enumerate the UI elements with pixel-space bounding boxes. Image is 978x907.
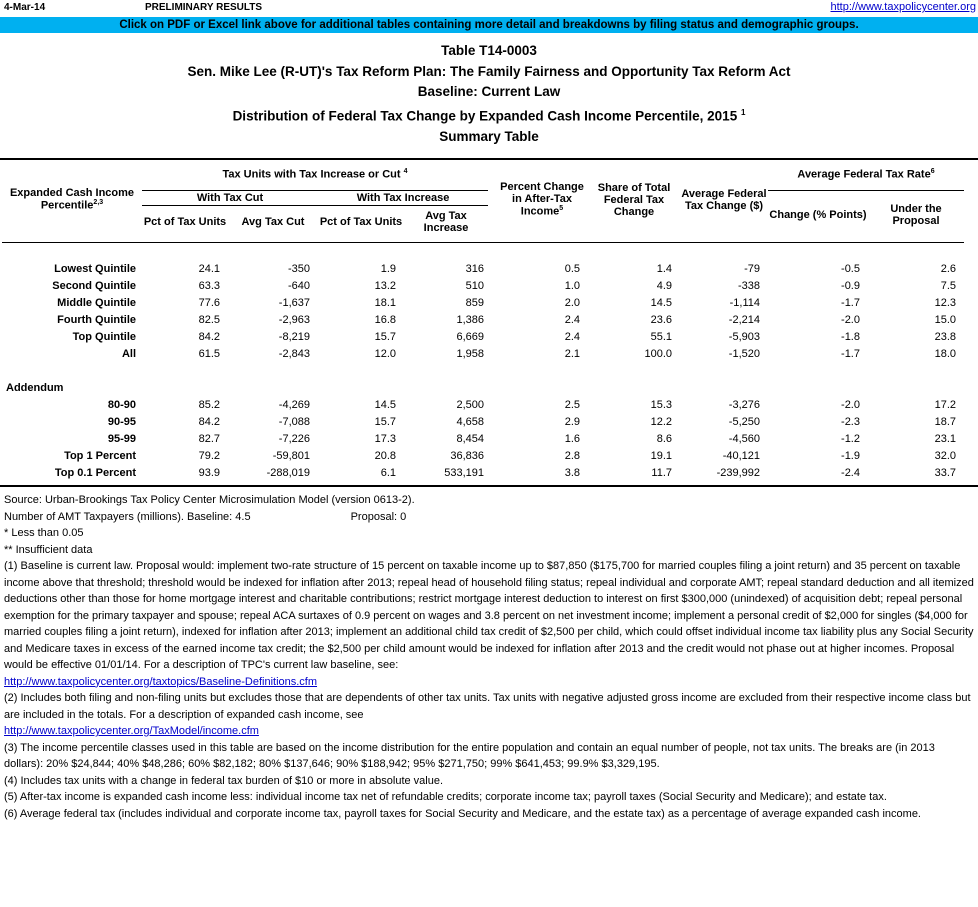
table-cell: -2,843: [278, 347, 310, 360]
table-cell: 859: [465, 296, 484, 309]
with-cut-header: With Tax Cut: [142, 190, 318, 205]
distribution-table: [2, 160, 964, 481]
avg-rate-header: Average Federal Tax Rate$^6$: [768, 160, 964, 190]
table-cell: 36,836: [450, 449, 484, 462]
table-cell: 100.0: [644, 347, 672, 360]
table-cell: -40,121: [722, 449, 760, 462]
table-cell: 6,669: [456, 330, 484, 343]
table-cell: 18.0: [934, 347, 957, 360]
report-date: 4-Mar-14: [4, 2, 46, 13]
table-row: [2, 277, 964, 294]
top-bar: [0, 0, 978, 17]
table-cell: -1.2: [841, 432, 860, 445]
table-cell: -7,088: [278, 415, 310, 428]
table-cell: 85.2: [198, 398, 220, 411]
row-label: Top 1 Percent: [64, 449, 136, 462]
table-cell: -1.9: [841, 449, 860, 462]
table-cell: 15.7: [374, 330, 396, 343]
table-cell: -1.8: [841, 330, 860, 343]
amt-note: Number of AMT Taxpayers (millions). Baseline: 4.5 Proposal: 0: [4, 510, 407, 523]
avg-cut-header: Avg Tax Cut: [241, 216, 305, 229]
table-row: [2, 345, 964, 362]
table-cell: 8.6: [656, 432, 672, 445]
table-cell: 93.9: [198, 466, 220, 479]
table-cell: -2.4: [841, 466, 860, 479]
table-row: [2, 260, 964, 277]
table-cell: 2.4: [564, 313, 580, 326]
table-cell: 23.6: [650, 313, 672, 326]
table-cell: 6.1: [380, 466, 396, 479]
table-cell: -3,276: [728, 398, 760, 411]
table-cell: 316: [465, 262, 484, 275]
table-cell: 18.1: [374, 296, 396, 309]
addendum-rows: [2, 396, 964, 481]
table-cell: 2.1: [564, 347, 580, 360]
table-cell: -59,801: [272, 449, 310, 462]
table-cell: 19.1: [650, 449, 672, 462]
row-label: Top 0.1 Percent: [54, 466, 136, 479]
row-label: 95-99: [107, 432, 136, 445]
table-cell: 23.1: [934, 432, 957, 445]
table-cell: -7,226: [278, 432, 310, 445]
table-cell: -1,114: [729, 296, 760, 309]
row-label: 90-95: [107, 415, 136, 428]
table-cell: 15.0: [934, 313, 957, 326]
table-cell: -0.9: [841, 279, 860, 292]
table-cell: 2.8: [564, 449, 580, 462]
table-row: [2, 447, 964, 464]
table-cell: 17.2: [934, 398, 957, 411]
table-cell: 12.0: [374, 347, 396, 360]
pct-units-increase-header: Pct of Tax Units: [319, 216, 403, 229]
avg-increase-header: Avg Tax Increase: [423, 210, 469, 235]
table-row: [2, 413, 964, 430]
table-cell: 15.3: [650, 398, 672, 411]
table-cell: 33.7: [934, 466, 957, 479]
table-cell: 0.5: [564, 262, 580, 275]
table-cell: 24.1: [198, 262, 220, 275]
less-than-note: * Less than 0.05: [4, 527, 84, 539]
table-cell: 84.2: [198, 415, 220, 428]
site-link[interactable]: http://www.taxpolicycenter.org: [830, 1, 976, 13]
table-cell: 2.5: [564, 398, 580, 411]
table-id: Table T14-0003: [441, 43, 537, 58]
table-cell: 17.3: [374, 432, 396, 445]
table-row: [2, 430, 964, 447]
source-note: Source: Urban-Brookings Tax Policy Center Microsimulation Model (version 0613-2).: [4, 494, 415, 506]
table-cell: 8,454: [456, 432, 484, 445]
note-5: (5) After-tax income is expanded cash income less: individual income tax net of refundable credits; corporate income tax; payroll taxes (Social Security and Medicare); and estate tax.: [4, 791, 887, 803]
table-cell: -79: [744, 262, 760, 275]
main-rows: [2, 260, 964, 362]
row-label: Top Quintile: [72, 330, 136, 343]
table-cell: 32.0: [934, 449, 957, 462]
note-1: (1) Baseline is current law. Proposal would: implement two-rate structure of 15 percent on taxable income up to $87,850 ($175,700 for married couples filing a joint return) and 35 percent on taxable income above that threshold; threshold would be indexed for inflation after 2013; repeal head of household filing status; repeal individual and corporate AMT; repeal standard deduction and all itemized deductions other than those for home mortgage interest and charitable contributions; restrict mortgage interest deduction to interest on first $300,000 (unindexed) of acquisition debt; repeal personal exemption for the primary taxpayer and spouse; repeal ACA surtaxes of 0.9 percent on wages and 3.8 percent on net investment income; implement a personal credit of $2,000 for singles ($4,000 for married couples filing a joint return), indexed for inflation after 2013; implement an additional child tax credit of $2,500 per child, which could offset individual income tax liability plus any Social Security and Medicare taxes in excess of the earned income tax credit; the $2,500 per child amount would be indexed for inflation after 2013 and the credit would not phase out at higher incomes. Proposal would be effective 01/01/14. For a description of TPC's current law baseline, see:: [4, 560, 974, 671]
pct-change-header: Percent Change in After-Tax Income$^5$: [492, 160, 588, 239]
table-cell: 20.8: [374, 449, 396, 462]
table-cell: 2.4: [564, 330, 580, 343]
table-cell: 15.7: [374, 415, 396, 428]
table-cell: 12.3: [934, 296, 957, 309]
pct-units-header: Pct of Tax Units: [143, 216, 227, 229]
table-cell: 16.8: [374, 313, 396, 326]
addendum-label: Addendum: [6, 381, 64, 394]
table-cell: -338: [737, 279, 760, 292]
table-cell: 7.5: [940, 279, 957, 292]
table-cell: 55.1: [650, 330, 672, 343]
row-label: Lowest Quintile: [54, 262, 136, 275]
table-cell: 11.7: [651, 466, 672, 479]
table-cell: 77.6: [198, 296, 220, 309]
table-cell: 1,386: [456, 313, 484, 326]
table-cell: -288,019: [266, 466, 310, 479]
tax-units-header: Tax Units with Tax Increase or Cut $^4$: [142, 160, 492, 190]
table-cell: -640: [287, 279, 310, 292]
table-cell: -5,903: [728, 330, 760, 343]
table-cell: -2,214: [728, 313, 760, 326]
table-row: [2, 311, 964, 328]
table-cell: 3.8: [564, 466, 580, 479]
notes: [4, 492, 974, 822]
table-cell: -1,637: [278, 296, 310, 309]
table-cell: 14.5: [650, 296, 672, 309]
table-row: [2, 328, 964, 345]
baseline-definitions-link[interactable]: http://www.taxpolicycenter.org/taxtopics/Baseline-Definitions.cfm: [4, 675, 318, 688]
table-cell: 1.0: [564, 279, 580, 292]
row-label: 80-90: [107, 398, 136, 411]
table-row: [2, 294, 964, 311]
table-cell: -2.0: [841, 313, 860, 326]
table-cell: 61.5: [198, 347, 220, 360]
table-cell: 1,958: [456, 347, 484, 360]
avg-change-header: Average Federal Tax Change ($): [681, 187, 767, 212]
rate-change-header: Change (% Points): [769, 208, 867, 221]
table-cell: 2,500: [456, 398, 484, 411]
rate-under-header: Under the Proposal: [890, 202, 942, 227]
income-definition-link[interactable]: http://www.taxpolicycenter.org/TaxModel/income.cfm: [4, 725, 259, 737]
table-cell: -1.7: [841, 347, 860, 360]
table-cell: -350: [287, 262, 310, 275]
table-cell: 1.4: [656, 262, 672, 275]
table-cell: 1.6: [564, 432, 580, 445]
row-label: Second Quintile: [52, 279, 136, 292]
table-cell: -2,963: [278, 313, 310, 326]
preliminary-label: PRELIMINARY RESULTS: [145, 2, 263, 13]
table-cell: 63.3: [198, 279, 220, 292]
table-cell: 79.2: [198, 449, 220, 462]
table-cell: 2.0: [564, 296, 580, 309]
table-cell: 4,658: [456, 415, 484, 428]
table-cell: 533,191: [444, 466, 484, 479]
table-cell: 510: [465, 279, 484, 292]
table-cell: 13.2: [374, 279, 396, 292]
table-cell: 82.5: [198, 313, 220, 326]
table-cell: 84.2: [198, 330, 220, 343]
row-label: All: [121, 347, 136, 360]
baseline-title: Baseline: Current Law: [417, 84, 561, 99]
insufficient-note: ** Insufficient data: [4, 543, 93, 556]
table-cell: -5,250: [728, 415, 760, 428]
info-banner: Click on PDF or Excel link above for additional tables containing more detail and breakdowns by filing status and demographic groups.: [0, 17, 978, 33]
table-cell: 1.9: [380, 262, 396, 275]
table-cell: -4,269: [278, 398, 310, 411]
table-cell: 12.2: [650, 415, 672, 428]
distribution-title: Distribution of Federal Tax Change by Expanded Cash Income Percentile, 2015 $^1$: [232, 107, 746, 123]
income-col-header: Expanded Cash Income Percentile$^{2,3}$: [9, 187, 135, 212]
table-row: [2, 464, 964, 481]
with-increase-header: With Tax Increase: [318, 190, 492, 205]
table-cell: 4.9: [656, 279, 672, 292]
share-header: Share of Total Federal Tax Change: [597, 181, 671, 218]
table-cell: 18.7: [934, 415, 957, 428]
table-cell: -1,520: [728, 347, 760, 360]
note-3: (3) The income percentile classes used in this table are based on the income distribution for the entire population and contain an equal number of people, not tax units. The breaks are (in 2013 dollars): 20% $24,844; 40% $48,286; 60% $82,182; 80% $137,646; 90% $188,942; 95% $271,750; 99% $641,453; 99.9% $3,329,195.: [4, 741, 935, 770]
table-cell: -2.0: [841, 398, 860, 411]
note-4: (4) Includes tax units with a change in federal tax burden of $10 or more in absolute value.: [4, 774, 444, 787]
table-cell: 2.6: [940, 262, 957, 275]
plan-title: Sen. Mike Lee (R-UT)'s Tax Reform Plan: The Family Fairness and Opportunity Tax Reform Act: [187, 63, 791, 79]
table-cell: 23.8: [934, 330, 957, 343]
note-6: (6) Average federal tax (includes individual and corporate income tax, payroll taxes for Social Security and Medicare, and the estate tax) as a percentage of average expanded cash income.: [4, 807, 921, 820]
table-cell: 14.5: [374, 398, 396, 411]
summary-title: Summary Table: [439, 128, 539, 144]
table-row: [2, 396, 964, 413]
row-label: Middle Quintile: [57, 296, 136, 309]
table-cell: 82.7: [198, 432, 220, 445]
table-cell: -239,992: [716, 466, 760, 479]
table-cell: 2.9: [564, 415, 580, 428]
row-label: Fourth Quintile: [57, 313, 136, 326]
table-cell: -1.7: [841, 296, 860, 309]
table-titles: [0, 41, 978, 147]
note-2: (2) Includes both filing and non-filing units but excludes those that are dependents of other tax units. Tax units with negative adjusted gross income are excluded from their respective income class but are included in the totals. For a description of expanded cash income, see: [4, 692, 971, 721]
table-cell: -4,560: [728, 432, 760, 445]
table-cell: -0.5: [841, 262, 860, 275]
table-cell: -2.3: [841, 415, 860, 428]
table-cell: -8,219: [278, 330, 310, 343]
